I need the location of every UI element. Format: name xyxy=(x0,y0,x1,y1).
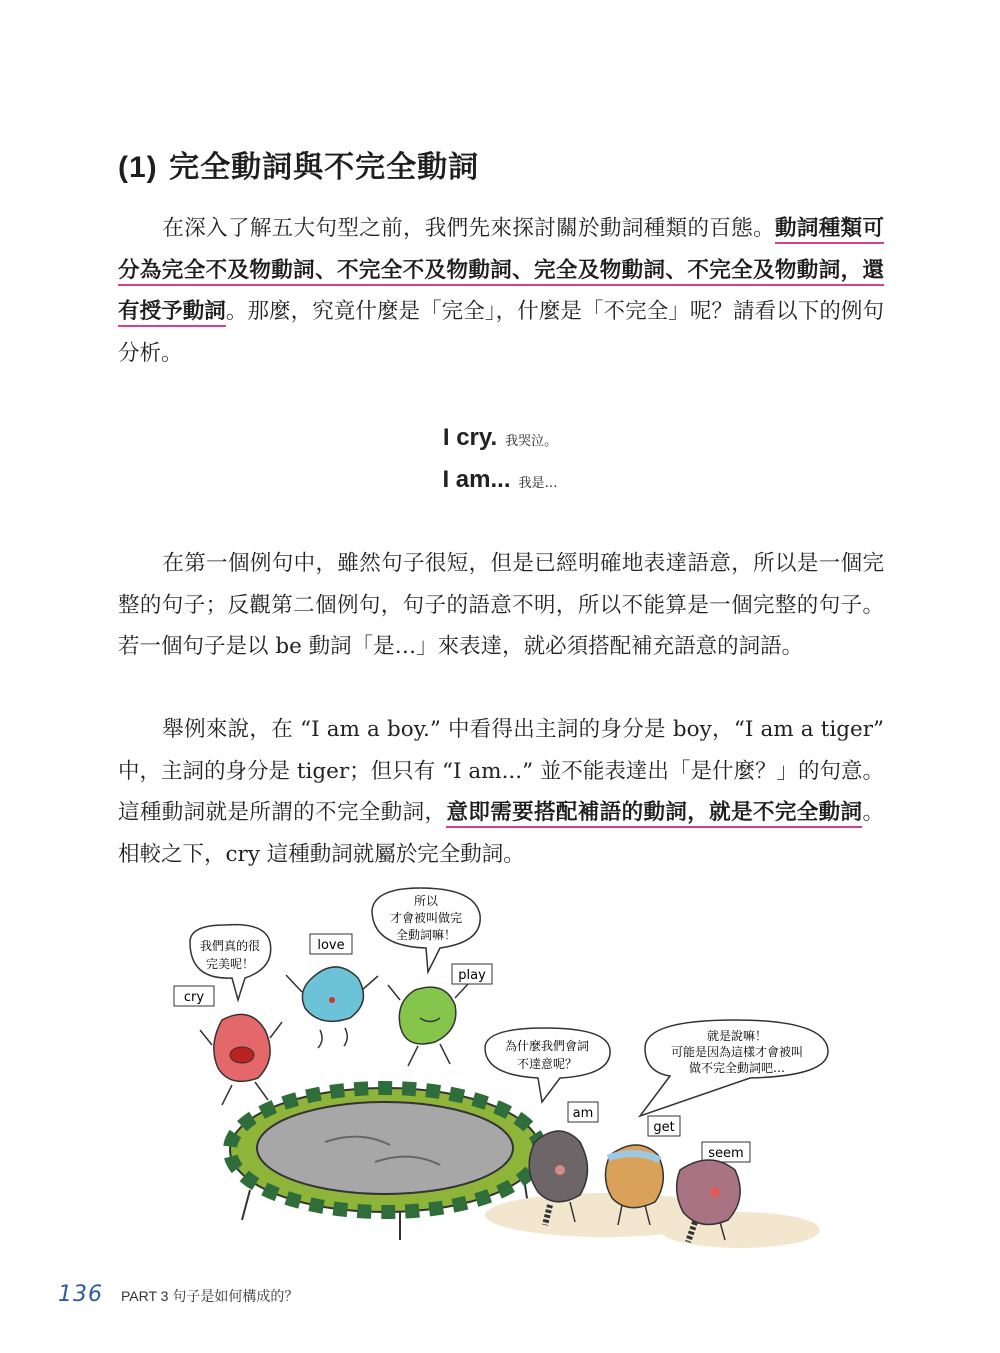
section-heading xyxy=(118,142,479,186)
example-zh: 我哭泣。 xyxy=(505,434,558,449)
illustration-verbs xyxy=(150,880,850,1260)
example-text-after: 。相較之下，cry 這種動詞就屬於完全動詞。 xyxy=(118,800,884,867)
speech-bubble-top xyxy=(372,888,480,972)
bubble-top-line1: 所以 xyxy=(413,894,439,908)
tag-cry xyxy=(174,986,214,1006)
bubble-right-line3: 做不完全動詞吧… xyxy=(688,1061,786,1075)
example-en: I am... xyxy=(442,466,511,493)
tag-am-label: am xyxy=(572,1106,594,1121)
page-number: 136 xyxy=(58,1282,103,1307)
bubble-left-line1: 我們真的很 xyxy=(199,939,261,953)
tag-love-label: love xyxy=(317,938,345,953)
bean-play xyxy=(388,984,468,1066)
bean-cry xyxy=(200,1014,282,1105)
example-sentence-2 xyxy=(0,466,1000,494)
intro-text: 在深入了解五大句型之前，我們先來探討關於動詞種類的百態。 xyxy=(162,216,775,241)
section-title: 完全動詞與不完全動詞 xyxy=(169,150,480,185)
bubble-top-line3: 全動詞嘛！ xyxy=(395,928,457,942)
tag-get-label: get xyxy=(653,1120,675,1135)
example-en: I cry. xyxy=(442,424,498,451)
bubble-top-line2: 才會被叫做完 xyxy=(389,911,463,925)
analysis-text: 在第一個例句中，雖然句子很短，但是已經明確地表達語意，所以是一個完整的句子；反觀第二個例句，句子的語意不明，所以不能算是一個完整的句子。若一個句子是以 be 動詞「是…」來表達，就必須搭配補充語意的詞語。 xyxy=(118,551,884,659)
tag-seem-label: seem xyxy=(708,1146,744,1161)
paragraph-analysis xyxy=(118,543,884,668)
example-text: 舉例來說，在 “I am a boy.” 中看得出主詞的身分是 boy，“I am a tiger” 中，主詞的身分是 tiger；但只有 “I am...” 並不能表達出「是什麼？」的句意。這種動詞就是所謂的不完全動詞， xyxy=(118,717,884,825)
intro-highlight: 動詞種類可分為完全不及物動詞、不完全不及物動詞、完全及物動詞、不完全及物動詞，還有授予動詞 xyxy=(118,216,884,327)
bean-love xyxy=(286,967,378,1048)
ground-shadow xyxy=(660,1212,820,1248)
intro-text-after: 。那麼，究竟什麼是「完全」，什麼是「不完全」呢？請看以下的例句分析。 xyxy=(118,299,884,366)
bubble-mid-line1: 為什麼我們會詞 xyxy=(504,1039,590,1053)
bubble-right-line1: 就是說嘛！ xyxy=(706,1029,768,1043)
tag-play-label: play xyxy=(458,968,486,983)
tag-love xyxy=(310,934,352,954)
speech-bubble-right xyxy=(640,1020,828,1116)
tag-cry-label: cry xyxy=(183,990,205,1005)
tag-seem xyxy=(702,1142,750,1162)
tag-am xyxy=(568,1102,598,1122)
example-zh: 我是… xyxy=(518,476,558,491)
example-sentence-1 xyxy=(0,424,1000,452)
part-title: PART 3 句子是如何構成的？ xyxy=(121,1288,299,1304)
page-footer xyxy=(58,1282,298,1307)
bubble-left-line2: 完美呢！ xyxy=(205,957,255,971)
paragraph-example xyxy=(118,709,884,875)
example-highlight: 意即需要搭配補語的動詞，就是不完全動詞 xyxy=(446,800,862,828)
tag-play xyxy=(452,964,492,984)
section-number: (1) xyxy=(118,151,158,184)
tag-get xyxy=(648,1116,680,1136)
bubble-right-line2: 可能是因為這樣才會被叫 xyxy=(670,1045,804,1059)
bubble-mid-line2: 不達意呢？ xyxy=(516,1057,578,1071)
speech-bubble-middle xyxy=(485,1028,610,1102)
paragraph-intro xyxy=(118,208,884,374)
